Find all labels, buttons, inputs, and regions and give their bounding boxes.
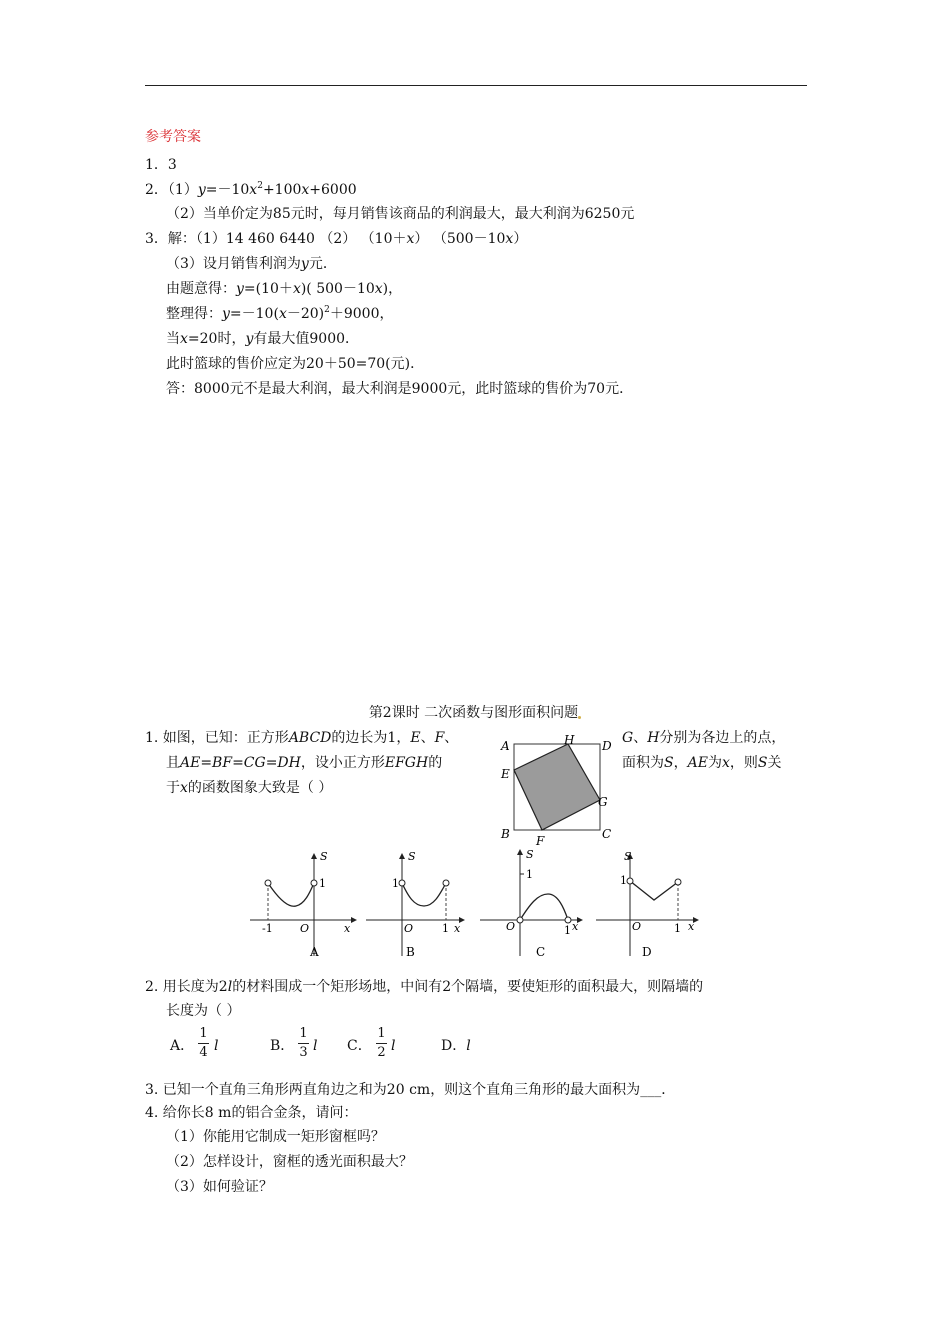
graph-d-tick: 1 <box>674 922 681 935</box>
label-c: C <box>602 827 612 841</box>
q2-line-2: 长度为（ ） <box>166 1003 241 1019</box>
q1-line-2: 且AE=BF=CG=DH，设小正方形EFGH的 <box>166 755 443 771</box>
label-g: G <box>598 795 608 809</box>
graph-b <box>366 850 464 959</box>
graph-c-tick: 1 <box>564 924 571 937</box>
q2-option-b-fraction: 1 3 <box>299 1026 308 1060</box>
answer-line-10: 答：8000元不是最大利润，最大利润是9000元，此时篮球的售价为70元． <box>166 381 634 397</box>
answer-line-8: 当x=20时，y有最大值9000． <box>166 331 360 347</box>
answer-line-6: 由题意得：y=(10＋x)( 500－10x)， <box>166 281 403 297</box>
q4-line-1: 4. 给你长8 m的铝合金条，请问： <box>145 1105 358 1121</box>
graph-a-curve <box>268 883 314 906</box>
q2-option-a-label: A． <box>170 1038 195 1054</box>
q2-option-c-label: C． <box>347 1038 372 1054</box>
answer-line-4: 3．解：（1）14 460 6440 （2） （10＋x） （500－10x） <box>145 231 528 247</box>
graph-b-x-label: x <box>454 922 461 935</box>
q1-line-1: 1. 如图，已知：正方形ABCD的边长为1，E、F、 <box>145 730 459 746</box>
header-rule <box>145 85 807 86</box>
q4-item-1: （1）你能用它制成一矩形窗框吗？ <box>166 1129 385 1145</box>
graph-c-option: C <box>536 945 546 959</box>
graph-a <box>250 850 356 959</box>
q4-item-3: （3）如何验证？ <box>166 1179 273 1195</box>
graph-c <box>480 848 582 959</box>
graph-b-o-label: O <box>404 922 414 935</box>
square-figure <box>498 734 618 850</box>
answer-line-9: 此时篮球的售价应定为20＋50=70(元)． <box>166 356 425 372</box>
q2-option-a-var: l <box>214 1038 219 1054</box>
graph-b-1-label: 1 <box>392 877 399 890</box>
graph-c-1-label: 1 <box>526 868 533 881</box>
graph-a-x-label: x <box>344 922 351 935</box>
graph-a-1-label: 1 <box>319 877 326 890</box>
label-a: A <box>501 739 510 753</box>
graph-c-s-label: S <box>526 848 534 861</box>
graph-d-o-label: O <box>632 920 642 933</box>
graph-d-curve <box>630 881 678 900</box>
label-e: E <box>501 767 510 781</box>
q2-option-c-fraction: 1 2 <box>377 1026 386 1060</box>
q4-item-2: （2）怎样设计，窗框的透光面积最大？ <box>166 1154 413 1170</box>
q2-line-1: 2. 用长度为2l的材料围成一个矩形场地，中间有2个隔墙，要使矩形的面积最大，则隔墙的 <box>145 979 704 995</box>
graph-d-x-label: x <box>688 920 695 933</box>
graph-c-x-label: x <box>572 920 579 933</box>
graph-options-figure <box>248 846 708 964</box>
q1-line-3: 于x的函数图象大致是（ ） <box>166 780 333 796</box>
q1-line-1-right: G、H分别为各边上的点， <box>622 730 786 746</box>
inner-square-efgh <box>514 744 600 830</box>
q2-option-c-var: l <box>391 1038 396 1054</box>
graph-c-curve <box>520 894 568 920</box>
graph-c-o-label: O <box>506 920 516 933</box>
graph-a-o-label: O <box>300 922 310 935</box>
answer-line-1: 1．3 <box>145 157 177 173</box>
answer-line-2: 2．$(1)y=-10x^2+100x+6000$ <box>145 181 357 198</box>
q2-option-d: D．l <box>441 1038 471 1054</box>
graph-b-tick: 1 <box>442 922 449 935</box>
label-h: H <box>564 734 575 747</box>
answers-heading: 参考答案 <box>145 129 201 145</box>
graph-d-1-label: 1 <box>620 874 627 887</box>
section-title: 第2课时 二次函数与图形面积问题 <box>0 703 950 723</box>
q1-line-2-right: 面积为S，AE为x，则S关 <box>622 755 782 771</box>
q2-option-b-var: l <box>313 1038 318 1054</box>
graph-d <box>596 850 698 959</box>
q2-option-b-label: B． <box>270 1038 295 1054</box>
q3-line: 3. 已知一个直角三角形两直角边之和为20 cm，则这个直角三角形的最大面积为___． <box>145 1082 676 1098</box>
graph-d-option: D <box>642 945 652 959</box>
graph-d-s-label: S <box>624 850 632 863</box>
graph-a-option: A <box>310 945 319 959</box>
graph-a-tick: -1 <box>262 922 273 935</box>
graph-b-curve <box>402 883 446 906</box>
answer-line-5: （3）设月销售利润为y元． <box>166 256 337 272</box>
graph-a-s-label: S <box>320 850 328 863</box>
graph-b-s-label: S <box>408 850 416 863</box>
label-d: D <box>602 739 612 753</box>
label-f: F <box>536 834 545 848</box>
answer-line-3: （2）当单价定为85元时，每月销售该商品的利润最大，最大利润为6250元 <box>166 206 635 222</box>
q2-option-a-fraction: 1 4 <box>199 1026 208 1060</box>
graph-b-option: B <box>406 945 415 959</box>
answer-line-7: 整理得：$y=-10(x-20)^2+9000$， <box>166 305 394 322</box>
label-b: B <box>501 827 510 841</box>
